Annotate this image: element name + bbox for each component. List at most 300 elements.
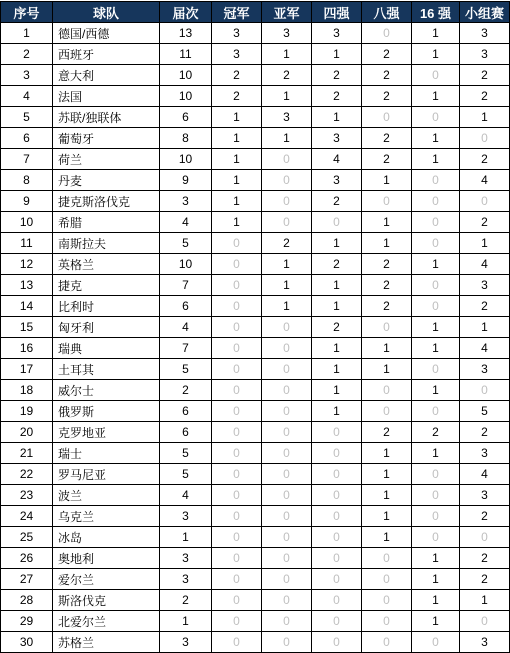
group-stage-cell: 2 [460, 212, 510, 233]
table-row [1, 422, 510, 443]
table-row [1, 338, 510, 359]
group-stage-cell: 4 [460, 464, 510, 485]
round-of-16-cell: 0 [412, 65, 460, 86]
table-row [1, 548, 510, 569]
team-cell: 瑞典 [53, 338, 160, 359]
table-row [1, 380, 510, 401]
round-of-16-cell: 1 [412, 149, 460, 170]
appearances-cell: 10 [160, 149, 212, 170]
index-cell: 21 [1, 443, 53, 464]
index-cell: 23 [1, 485, 53, 506]
team-cell: 土耳其 [53, 359, 160, 380]
appearances-cell: 3 [160, 632, 212, 653]
index-cell: 20 [1, 422, 53, 443]
column-header-team: 球队 [53, 2, 160, 23]
table-row [1, 107, 510, 128]
group-stage-cell: 3 [460, 23, 510, 44]
quarterfinal-cell: 2 [362, 128, 412, 149]
appearances-cell: 7 [160, 275, 212, 296]
table-row [1, 191, 510, 212]
column-header-semifinal: 四强 [312, 2, 362, 23]
index-cell: 6 [1, 128, 53, 149]
champion-cell: 0 [212, 527, 262, 548]
runner-up-cell: 0 [262, 611, 312, 632]
round-of-16-cell: 0 [412, 527, 460, 548]
champion-cell: 2 [212, 86, 262, 107]
semifinal-cell: 1 [312, 359, 362, 380]
appearances-cell: 13 [160, 23, 212, 44]
index-cell: 9 [1, 191, 53, 212]
round-of-16-cell: 0 [412, 464, 460, 485]
appearances-cell: 2 [160, 590, 212, 611]
team-cell: 乌克兰 [53, 506, 160, 527]
champion-cell: 0 [212, 401, 262, 422]
group-stage-cell: 3 [460, 443, 510, 464]
runner-up-cell: 0 [262, 359, 312, 380]
quarterfinal-cell: 2 [362, 296, 412, 317]
index-cell: 30 [1, 632, 53, 653]
team-cell: 奥地利 [53, 548, 160, 569]
team-cell: 威尔士 [53, 380, 160, 401]
quarterfinal-cell: 1 [362, 506, 412, 527]
quarterfinal-cell: 1 [362, 170, 412, 191]
round-of-16-cell: 0 [412, 275, 460, 296]
group-stage-cell: 0 [460, 191, 510, 212]
appearances-cell: 3 [160, 191, 212, 212]
round-of-16-cell: 0 [412, 191, 460, 212]
runner-up-cell: 3 [262, 107, 312, 128]
group-stage-cell: 2 [460, 548, 510, 569]
table-row [1, 86, 510, 107]
round-of-16-cell: 1 [412, 338, 460, 359]
appearances-cell: 1 [160, 527, 212, 548]
quarterfinal-cell: 2 [362, 422, 412, 443]
runner-up-cell: 3 [262, 23, 312, 44]
runner-up-cell: 0 [262, 464, 312, 485]
appearances-cell: 3 [160, 569, 212, 590]
runner-up-cell: 0 [262, 170, 312, 191]
group-stage-cell: 1 [460, 590, 510, 611]
team-cell: 丹麦 [53, 170, 160, 191]
quarterfinal-cell: 2 [362, 149, 412, 170]
team-cell: 北爱尔兰 [53, 611, 160, 632]
index-cell: 24 [1, 506, 53, 527]
table-row [1, 527, 510, 548]
champion-cell: 0 [212, 632, 262, 653]
index-cell: 4 [1, 86, 53, 107]
table-row [1, 590, 510, 611]
index-cell: 22 [1, 464, 53, 485]
appearances-cell: 7 [160, 338, 212, 359]
runner-up-cell: 0 [262, 338, 312, 359]
semifinal-cell: 1 [312, 338, 362, 359]
team-cell: 南斯拉夫 [53, 233, 160, 254]
round-of-16-cell: 1 [412, 317, 460, 338]
index-cell: 1 [1, 23, 53, 44]
quarterfinal-cell: 1 [362, 338, 412, 359]
champion-cell: 1 [212, 128, 262, 149]
table-row [1, 170, 510, 191]
index-cell: 2 [1, 44, 53, 65]
semifinal-cell: 1 [312, 275, 362, 296]
round-of-16-cell: 0 [412, 296, 460, 317]
table-row [1, 401, 510, 422]
quarterfinal-cell: 0 [362, 590, 412, 611]
champion-cell: 0 [212, 254, 262, 275]
team-cell: 意大利 [53, 65, 160, 86]
table-row [1, 569, 510, 590]
team-cell: 克罗地亚 [53, 422, 160, 443]
team-cell: 瑞士 [53, 443, 160, 464]
group-stage-cell: 0 [460, 527, 510, 548]
header-row [1, 2, 510, 23]
appearances-cell: 5 [160, 443, 212, 464]
column-header-quarterfinal: 八强 [362, 2, 412, 23]
champion-cell: 1 [212, 191, 262, 212]
index-cell: 16 [1, 338, 53, 359]
appearances-cell: 10 [160, 254, 212, 275]
euro-results-table [0, 1, 510, 653]
quarterfinal-cell: 0 [362, 107, 412, 128]
runner-up-cell: 1 [262, 44, 312, 65]
runner-up-cell: 2 [262, 65, 312, 86]
semifinal-cell: 1 [312, 380, 362, 401]
team-cell: 冰岛 [53, 527, 160, 548]
appearances-cell: 4 [160, 485, 212, 506]
semifinal-cell: 0 [312, 611, 362, 632]
round-of-16-cell: 2 [412, 422, 460, 443]
group-stage-cell: 5 [460, 401, 510, 422]
runner-up-cell: 0 [262, 317, 312, 338]
appearances-cell: 5 [160, 233, 212, 254]
table-row [1, 611, 510, 632]
index-cell: 11 [1, 233, 53, 254]
round-of-16-cell: 0 [412, 107, 460, 128]
group-stage-cell: 4 [460, 170, 510, 191]
appearances-cell: 6 [160, 422, 212, 443]
group-stage-cell: 0 [460, 128, 510, 149]
runner-up-cell: 0 [262, 212, 312, 233]
appearances-cell: 1 [160, 611, 212, 632]
index-cell: 26 [1, 548, 53, 569]
semifinal-cell: 2 [312, 191, 362, 212]
runner-up-cell: 1 [262, 128, 312, 149]
table-row [1, 506, 510, 527]
semifinal-cell: 1 [312, 107, 362, 128]
table-row [1, 128, 510, 149]
appearances-cell: 9 [160, 170, 212, 191]
round-of-16-cell: 0 [412, 506, 460, 527]
team-cell: 荷兰 [53, 149, 160, 170]
quarterfinal-cell: 0 [362, 317, 412, 338]
champion-cell: 0 [212, 359, 262, 380]
team-cell: 苏联/独联体 [53, 107, 160, 128]
semifinal-cell: 0 [312, 464, 362, 485]
index-cell: 10 [1, 212, 53, 233]
runner-up-cell: 1 [262, 254, 312, 275]
runner-up-cell: 0 [262, 527, 312, 548]
appearances-cell: 2 [160, 380, 212, 401]
team-cell: 捷克 [53, 275, 160, 296]
team-cell: 斯洛伐克 [53, 590, 160, 611]
appearances-cell: 3 [160, 506, 212, 527]
appearances-cell: 11 [160, 44, 212, 65]
appearances-cell: 6 [160, 401, 212, 422]
champion-cell: 0 [212, 485, 262, 506]
round-of-16-cell: 1 [412, 443, 460, 464]
semifinal-cell: 0 [312, 212, 362, 233]
champion-cell: 2 [212, 65, 262, 86]
table-row [1, 443, 510, 464]
runner-up-cell: 0 [262, 149, 312, 170]
quarterfinal-cell: 1 [362, 233, 412, 254]
team-cell: 爱尔兰 [53, 569, 160, 590]
team-cell: 匈牙利 [53, 317, 160, 338]
appearances-cell: 4 [160, 212, 212, 233]
champion-cell: 1 [212, 212, 262, 233]
column-header-appearances: 届次 [160, 2, 212, 23]
round-of-16-cell: 0 [412, 233, 460, 254]
column-header-index: 序号 [1, 2, 53, 23]
index-cell: 3 [1, 65, 53, 86]
index-cell: 29 [1, 611, 53, 632]
table-body [1, 23, 510, 653]
runner-up-cell: 0 [262, 401, 312, 422]
table-row [1, 233, 510, 254]
team-cell: 希腊 [53, 212, 160, 233]
column-header-round-of-16: 16 强 [412, 2, 460, 23]
group-stage-cell: 0 [460, 611, 510, 632]
semifinal-cell: 1 [312, 296, 362, 317]
champion-cell: 0 [212, 569, 262, 590]
team-cell: 苏格兰 [53, 632, 160, 653]
group-stage-cell: 3 [460, 44, 510, 65]
quarterfinal-cell: 1 [362, 359, 412, 380]
runner-up-cell: 0 [262, 590, 312, 611]
table-row [1, 44, 510, 65]
semifinal-cell: 0 [312, 632, 362, 653]
column-header-group-stage: 小组赛 [460, 2, 510, 23]
round-of-16-cell: 0 [412, 401, 460, 422]
team-cell: 德国/西德 [53, 23, 160, 44]
index-cell: 8 [1, 170, 53, 191]
team-cell: 俄罗斯 [53, 401, 160, 422]
quarterfinal-cell: 0 [362, 632, 412, 653]
semifinal-cell: 0 [312, 527, 362, 548]
quarterfinal-cell: 2 [362, 86, 412, 107]
round-of-16-cell: 1 [412, 254, 460, 275]
group-stage-cell: 3 [460, 485, 510, 506]
champion-cell: 1 [212, 149, 262, 170]
index-cell: 12 [1, 254, 53, 275]
semifinal-cell: 2 [312, 65, 362, 86]
appearances-cell: 6 [160, 296, 212, 317]
column-header-champion: 冠军 [212, 2, 262, 23]
appearances-cell: 8 [160, 128, 212, 149]
table-row [1, 254, 510, 275]
round-of-16-cell: 1 [412, 590, 460, 611]
group-stage-cell: 1 [460, 107, 510, 128]
round-of-16-cell: 1 [412, 128, 460, 149]
runner-up-cell: 1 [262, 275, 312, 296]
team-cell: 罗马尼亚 [53, 464, 160, 485]
appearances-cell: 10 [160, 86, 212, 107]
group-stage-cell: 2 [460, 569, 510, 590]
semifinal-cell: 0 [312, 569, 362, 590]
round-of-16-cell: 1 [412, 611, 460, 632]
semifinal-cell: 0 [312, 590, 362, 611]
runner-up-cell: 1 [262, 86, 312, 107]
quarterfinal-cell: 0 [362, 380, 412, 401]
index-cell: 27 [1, 569, 53, 590]
table-row [1, 23, 510, 44]
champion-cell: 0 [212, 422, 262, 443]
quarterfinal-cell: 0 [362, 23, 412, 44]
group-stage-cell: 3 [460, 275, 510, 296]
group-stage-cell: 2 [460, 65, 510, 86]
index-cell: 19 [1, 401, 53, 422]
index-cell: 13 [1, 275, 53, 296]
round-of-16-cell: 0 [412, 359, 460, 380]
champion-cell: 0 [212, 380, 262, 401]
group-stage-cell: 2 [460, 296, 510, 317]
quarterfinal-cell: 1 [362, 527, 412, 548]
quarterfinal-cell: 0 [362, 548, 412, 569]
appearances-cell: 4 [160, 317, 212, 338]
group-stage-cell: 3 [460, 632, 510, 653]
semifinal-cell: 2 [312, 86, 362, 107]
champion-cell: 0 [212, 464, 262, 485]
round-of-16-cell: 1 [412, 86, 460, 107]
appearances-cell: 5 [160, 464, 212, 485]
runner-up-cell: 0 [262, 485, 312, 506]
table-row [1, 212, 510, 233]
champion-cell: 0 [212, 506, 262, 527]
index-cell: 17 [1, 359, 53, 380]
quarterfinal-cell: 0 [362, 401, 412, 422]
round-of-16-cell: 1 [412, 548, 460, 569]
champion-cell: 0 [212, 275, 262, 296]
group-stage-cell: 2 [460, 422, 510, 443]
group-stage-cell: 1 [460, 233, 510, 254]
team-cell: 比利时 [53, 296, 160, 317]
round-of-16-cell: 0 [412, 632, 460, 653]
champion-cell: 0 [212, 590, 262, 611]
group-stage-cell: 3 [460, 359, 510, 380]
appearances-cell: 6 [160, 107, 212, 128]
round-of-16-cell: 0 [412, 485, 460, 506]
champion-cell: 0 [212, 233, 262, 254]
quarterfinal-cell: 2 [362, 44, 412, 65]
index-cell: 7 [1, 149, 53, 170]
index-cell: 14 [1, 296, 53, 317]
champion-cell: 0 [212, 611, 262, 632]
team-cell: 波兰 [53, 485, 160, 506]
semifinal-cell: 0 [312, 443, 362, 464]
group-stage-cell: 4 [460, 338, 510, 359]
column-header-runner-up: 亚军 [262, 2, 312, 23]
semifinal-cell: 2 [312, 254, 362, 275]
quarterfinal-cell: 1 [362, 485, 412, 506]
table-row [1, 359, 510, 380]
semifinal-cell: 3 [312, 128, 362, 149]
quarterfinal-cell: 0 [362, 191, 412, 212]
champion-cell: 3 [212, 44, 262, 65]
team-cell: 捷克斯洛伐克 [53, 191, 160, 212]
semifinal-cell: 1 [312, 401, 362, 422]
runner-up-cell: 0 [262, 443, 312, 464]
team-cell: 葡萄牙 [53, 128, 160, 149]
semifinal-cell: 2 [312, 317, 362, 338]
table-row [1, 632, 510, 653]
table-row [1, 65, 510, 86]
quarterfinal-cell: 1 [362, 443, 412, 464]
group-stage-cell: 0 [460, 380, 510, 401]
round-of-16-cell: 1 [412, 23, 460, 44]
index-cell: 28 [1, 590, 53, 611]
semifinal-cell: 1 [312, 233, 362, 254]
round-of-16-cell: 1 [412, 380, 460, 401]
runner-up-cell: 0 [262, 191, 312, 212]
champion-cell: 1 [212, 107, 262, 128]
runner-up-cell: 0 [262, 506, 312, 527]
group-stage-cell: 2 [460, 86, 510, 107]
team-cell: 英格兰 [53, 254, 160, 275]
group-stage-cell: 2 [460, 506, 510, 527]
semifinal-cell: 3 [312, 23, 362, 44]
champion-cell: 0 [212, 443, 262, 464]
round-of-16-cell: 1 [412, 44, 460, 65]
index-cell: 18 [1, 380, 53, 401]
table-row [1, 149, 510, 170]
quarterfinal-cell: 2 [362, 65, 412, 86]
index-cell: 25 [1, 527, 53, 548]
appearances-cell: 10 [160, 65, 212, 86]
group-stage-cell: 1 [460, 317, 510, 338]
champion-cell: 0 [212, 548, 262, 569]
team-cell: 法国 [53, 86, 160, 107]
runner-up-cell: 1 [262, 296, 312, 317]
runner-up-cell: 0 [262, 548, 312, 569]
appearances-cell: 5 [160, 359, 212, 380]
quarterfinal-cell: 0 [362, 569, 412, 590]
runner-up-cell: 0 [262, 569, 312, 590]
runner-up-cell: 0 [262, 422, 312, 443]
table-row [1, 485, 510, 506]
runner-up-cell: 2 [262, 233, 312, 254]
semifinal-cell: 4 [312, 149, 362, 170]
quarterfinal-cell: 2 [362, 275, 412, 296]
appearances-cell: 3 [160, 548, 212, 569]
semifinal-cell: 0 [312, 548, 362, 569]
round-of-16-cell: 1 [412, 569, 460, 590]
index-cell: 5 [1, 107, 53, 128]
semifinal-cell: 3 [312, 170, 362, 191]
round-of-16-cell: 0 [412, 212, 460, 233]
table-row [1, 464, 510, 485]
semifinal-cell: 0 [312, 485, 362, 506]
table-row [1, 317, 510, 338]
runner-up-cell: 0 [262, 380, 312, 401]
champion-cell: 0 [212, 338, 262, 359]
champion-cell: 0 [212, 317, 262, 338]
champion-cell: 3 [212, 23, 262, 44]
index-cell: 15 [1, 317, 53, 338]
team-cell: 西班牙 [53, 44, 160, 65]
runner-up-cell: 0 [262, 632, 312, 653]
round-of-16-cell: 0 [412, 170, 460, 191]
quarterfinal-cell: 2 [362, 254, 412, 275]
